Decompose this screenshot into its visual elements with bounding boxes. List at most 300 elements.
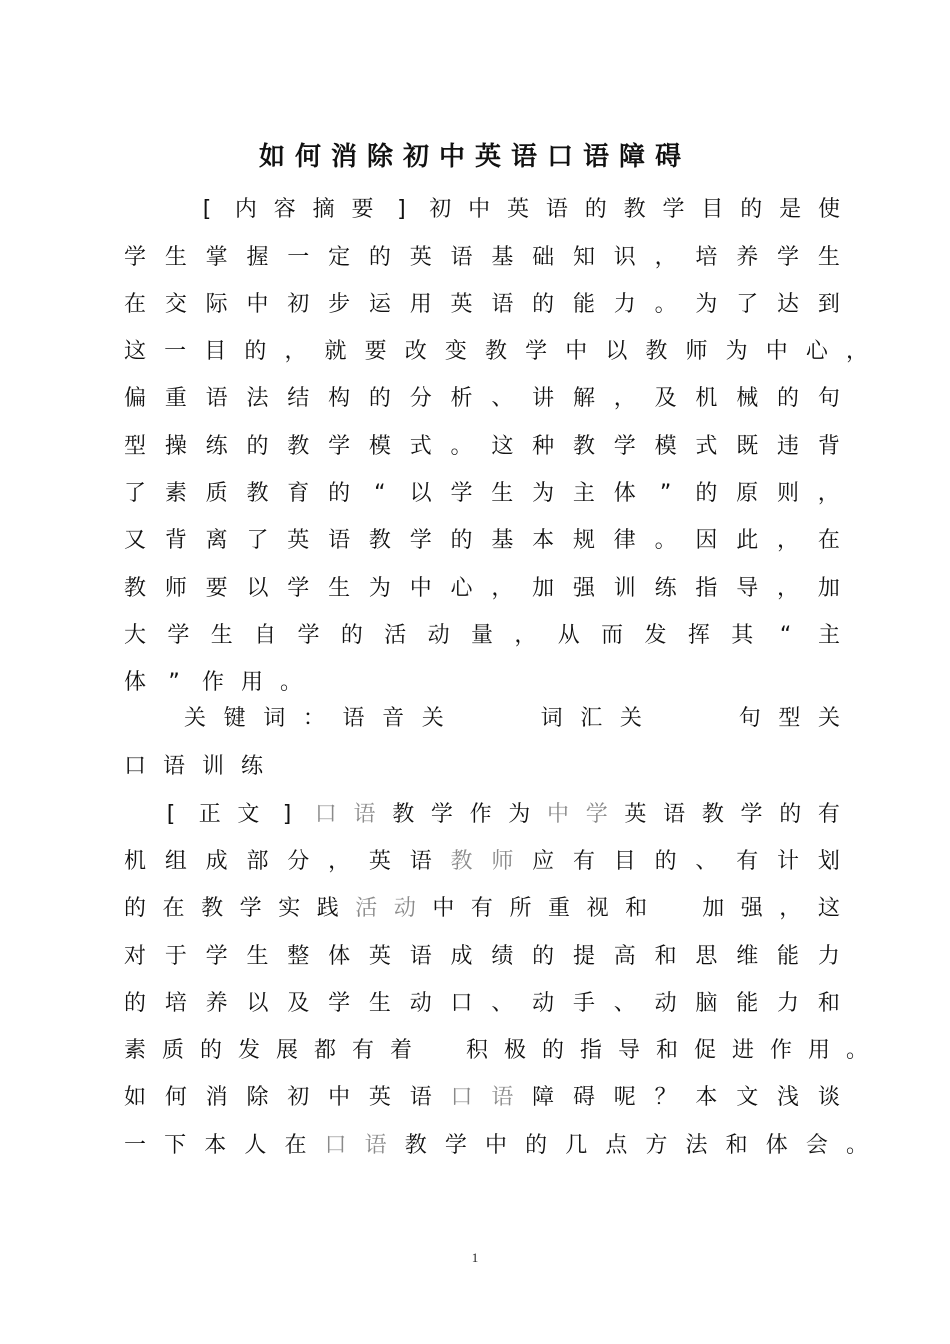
body-line <box>124 844 840 880</box>
glyph: 。 <box>450 434 473 459</box>
glyph: 目 <box>701 197 724 222</box>
body-line <box>124 1080 840 1116</box>
glyph: 视 <box>586 896 609 921</box>
glyph: 学 <box>297 623 320 648</box>
glyph: 生 <box>164 245 187 270</box>
glyph: 口 <box>450 1085 473 1110</box>
glyph: 定 <box>328 245 351 270</box>
body-line <box>124 476 840 512</box>
glyph: 语 <box>409 849 432 874</box>
glyph: 为 <box>368 576 391 601</box>
glyph: 体 <box>124 670 147 695</box>
glyph: 点 <box>605 1133 628 1158</box>
glyph: 中 <box>547 802 570 827</box>
glyph: 应 <box>532 849 555 874</box>
glyph: 重 <box>548 896 571 921</box>
glyph: 及 <box>287 991 310 1016</box>
glyph: 有 <box>352 1038 375 1063</box>
glyph: 和 <box>817 991 840 1016</box>
glyph: 掌 <box>205 245 228 270</box>
glyph: 法 <box>685 1133 708 1158</box>
glyph: 式 <box>695 434 718 459</box>
glyph: 着 <box>390 1038 413 1063</box>
glyph: 一 <box>287 245 310 270</box>
glyph: 中 <box>565 339 588 364</box>
glyph: 学 <box>450 481 473 506</box>
glyph <box>659 701 681 737</box>
glyph: ， <box>777 576 800 601</box>
glyph: 际 <box>205 292 228 317</box>
glyph: 达 <box>777 292 800 317</box>
glyph: 计 <box>777 849 800 874</box>
glyph: “ <box>374 481 386 506</box>
glyph: 识 <box>613 245 636 270</box>
glyph: 为 <box>532 481 555 506</box>
glyph: 机 <box>124 849 147 874</box>
glyph: 组 <box>164 849 187 874</box>
glyph: 手 <box>572 991 595 1016</box>
glyph: 的 <box>541 1038 564 1063</box>
body-line <box>124 381 840 417</box>
glyph: 的 <box>777 386 800 411</box>
document-title: 如何消除初中英语口语障碍 <box>258 142 691 172</box>
body-line <box>124 523 840 559</box>
glyph: 碍 <box>572 1085 595 1110</box>
glyph: 高 <box>613 944 636 969</box>
glyph: 语 <box>364 1133 387 1158</box>
glyph: 能 <box>572 292 595 317</box>
glyph: 法 <box>246 386 269 411</box>
glyph: 口 <box>124 754 147 779</box>
glyph: 有 <box>572 849 595 874</box>
glyph: 导 <box>736 576 759 601</box>
glyph: 实 <box>278 896 301 921</box>
glyph: 体 <box>765 1133 788 1158</box>
glyph: 除 <box>246 1085 269 1110</box>
glyph: 型 <box>778 706 801 731</box>
glyph: 析 <box>450 386 473 411</box>
glyph: 律 <box>613 528 636 553</box>
glyph: 基 <box>491 245 514 270</box>
keywords-line <box>184 701 840 737</box>
glyph: 用 <box>241 670 264 695</box>
glyph: “ <box>779 623 792 648</box>
glyph: 挥 <box>687 623 710 648</box>
glyph: 素 <box>164 481 187 506</box>
glyph: 中 <box>484 1133 507 1158</box>
glyph: 消 <box>205 1085 228 1110</box>
glyph: 型 <box>124 434 147 459</box>
glyph: 生 <box>817 245 840 270</box>
glyph: 英 <box>450 292 473 317</box>
glyph: 词 <box>540 706 563 731</box>
glyph: 改 <box>404 339 427 364</box>
glyph: 英 <box>368 1085 391 1110</box>
glyph: 音 <box>382 706 405 731</box>
glyph: 背 <box>817 434 840 459</box>
glyph: 主 <box>817 623 840 648</box>
glyph: 在 <box>284 1133 307 1158</box>
glyph: 。 <box>654 528 677 553</box>
glyph: 强 <box>572 576 595 601</box>
glyph: 生 <box>368 991 391 1016</box>
glyph: 语 <box>163 754 186 779</box>
glyph: 生 <box>328 576 351 601</box>
glyph: 内 <box>234 197 257 222</box>
glyph: 动 <box>409 991 432 1016</box>
glyph: 活 <box>355 896 378 921</box>
glyph: 句 <box>738 706 761 731</box>
glyph: 体 <box>613 481 636 506</box>
glyph: 学 <box>613 434 636 459</box>
glyph: 摘 <box>312 197 335 222</box>
glyph: 关 <box>184 706 207 731</box>
glyph: 学 <box>585 802 608 827</box>
glyph: ？ <box>654 1085 677 1110</box>
glyph: [ <box>166 802 176 827</box>
glyph: 方 <box>645 1133 668 1158</box>
glyph: 教 <box>701 802 724 827</box>
glyph: 脑 <box>695 991 718 1016</box>
glyph: 学 <box>239 896 262 921</box>
glyph: 构 <box>328 386 351 411</box>
glyph: 学 <box>167 623 190 648</box>
glyph: 背 <box>164 528 187 553</box>
glyph: 因 <box>695 528 718 553</box>
glyph: 教 <box>287 434 310 459</box>
glyph: 为 <box>725 339 748 364</box>
glyph: 质 <box>162 1038 185 1063</box>
glyph: 浅 <box>777 1085 800 1110</box>
glyph: 学 <box>205 944 228 969</box>
glyph: 语 <box>491 1085 514 1110</box>
glyph: 体 <box>328 944 351 969</box>
glyph: 语 <box>342 706 365 731</box>
glyph: 和 <box>654 944 677 969</box>
glyph: 语 <box>545 197 568 222</box>
glyph: 师 <box>164 576 187 601</box>
glyph: 从 <box>557 623 580 648</box>
glyph: 初 <box>287 292 310 317</box>
glyph: ， <box>284 339 307 364</box>
glyph: 了 <box>736 292 759 317</box>
glyph: 心 <box>805 339 828 364</box>
glyph: 学 <box>124 245 147 270</box>
glyph: 自 <box>254 623 277 648</box>
glyph: 使 <box>817 197 840 222</box>
glyph: 师 <box>491 849 514 874</box>
glyph: 口 <box>314 802 337 827</box>
glyph: 和 <box>725 1133 748 1158</box>
glyph: 用 <box>807 1038 830 1063</box>
glyph: 加 <box>532 576 555 601</box>
glyph: 的 <box>654 849 677 874</box>
glyph: 用 <box>409 292 432 317</box>
glyph: 教 <box>368 528 391 553</box>
glyph: 这 <box>491 434 514 459</box>
glyph: 讲 <box>532 386 555 411</box>
glyph: 部 <box>246 849 269 874</box>
glyph: 作 <box>769 1038 792 1063</box>
glyph: 都 <box>314 1038 337 1063</box>
glyph: 、 <box>695 849 718 874</box>
glyph: 会 <box>805 1133 828 1158</box>
glyph: 所 <box>509 896 532 921</box>
glyph: 和 <box>625 896 648 921</box>
glyph: 到 <box>817 292 840 317</box>
glyph: ] <box>397 197 406 222</box>
glyph: 关 <box>817 706 840 731</box>
glyph: 绩 <box>491 944 514 969</box>
glyph: 教 <box>484 339 507 364</box>
glyph: 呢 <box>613 1085 636 1110</box>
glyph: 培 <box>695 245 718 270</box>
glyph: 于 <box>164 944 187 969</box>
glyph: ” <box>659 481 672 506</box>
body-line <box>124 334 868 370</box>
glyph: 能 <box>736 991 759 1016</box>
glyph: 语 <box>663 802 686 827</box>
glyph: 生 <box>491 481 514 506</box>
glyph: 大 <box>124 623 147 648</box>
glyph: [ <box>202 197 212 222</box>
glyph: 学 <box>740 802 763 827</box>
glyph: 的 <box>695 481 718 506</box>
glyph: 成 <box>205 849 228 874</box>
glyph: 、 <box>491 386 514 411</box>
glyph: 。 <box>280 670 303 695</box>
glyph: 作 <box>469 802 492 827</box>
glyph: 英 <box>368 944 391 969</box>
glyph: 要 <box>205 576 228 601</box>
glyph: 动 <box>654 991 677 1016</box>
glyph: 要 <box>351 197 374 222</box>
glyph: 模 <box>368 434 391 459</box>
glyph: 育 <box>287 481 310 506</box>
glyph: 初 <box>287 1085 310 1110</box>
glyph: 教 <box>572 434 595 459</box>
glyph: ， <box>328 849 351 874</box>
glyph: 维 <box>736 944 759 969</box>
glyph: 这 <box>817 896 840 921</box>
glyph: 语 <box>491 292 514 317</box>
glyph: 教 <box>645 339 668 364</box>
glyph: ， <box>845 339 868 364</box>
body-line <box>124 429 840 465</box>
glyph: ， <box>613 386 636 411</box>
glyph: 中 <box>468 197 491 222</box>
glyph: 积 <box>465 1038 488 1063</box>
glyph: 学 <box>409 528 432 553</box>
glyph: 促 <box>693 1038 716 1063</box>
glyph: 正 <box>198 802 221 827</box>
glyph: 的 <box>450 528 473 553</box>
glyph <box>699 701 721 737</box>
glyph: 力 <box>613 292 636 317</box>
glyph: 键 <box>223 706 246 731</box>
glyph: 人 <box>244 1133 267 1158</box>
keywords-line-continued <box>124 749 840 785</box>
glyph: 、 <box>491 991 514 1016</box>
glyph: 加 <box>702 896 725 921</box>
glyph <box>501 701 523 737</box>
glyph: 以 <box>409 481 432 506</box>
glyph: 目 <box>204 339 227 364</box>
glyph: 语 <box>450 245 473 270</box>
glyph: 英 <box>368 849 391 874</box>
glyph: 汇 <box>580 706 603 731</box>
glyph: 练 <box>205 434 228 459</box>
glyph: 训 <box>202 754 225 779</box>
glyph: 教 <box>124 576 147 601</box>
glyph: 学 <box>328 434 351 459</box>
body-line <box>124 986 840 1022</box>
glyph: 质 <box>205 481 228 506</box>
glyph: 语 <box>353 802 376 827</box>
glyph: ” <box>168 670 180 695</box>
glyph <box>461 701 483 737</box>
glyph: 学 <box>525 339 548 364</box>
glyph: 分 <box>409 386 432 411</box>
glyph: 的 <box>532 292 555 317</box>
glyph: 极 <box>503 1038 526 1063</box>
glyph: 进 <box>731 1038 754 1063</box>
glyph: 教 <box>246 481 269 506</box>
glyph: 文 <box>237 802 260 827</box>
glyph: 口 <box>324 1133 347 1158</box>
glyph: 的 <box>124 991 147 1016</box>
glyph: 何 <box>164 1085 187 1110</box>
glyph: 教 <box>623 197 646 222</box>
glyph: 在 <box>124 292 147 317</box>
glyph: 结 <box>287 386 310 411</box>
glyph: 句 <box>817 386 840 411</box>
glyph: 教 <box>392 802 415 827</box>
glyph: 心 <box>450 576 473 601</box>
glyph: 既 <box>736 434 759 459</box>
glyph: 交 <box>164 292 187 317</box>
body-line <box>124 1033 868 1069</box>
glyph: 一 <box>124 1133 147 1158</box>
glyph: 划 <box>817 849 840 874</box>
glyph: 本 <box>532 528 555 553</box>
body-line <box>160 797 840 833</box>
glyph: 英 <box>287 528 310 553</box>
glyph: 的 <box>200 1038 223 1063</box>
glyph: 就 <box>324 339 347 364</box>
glyph: 语 <box>409 1085 432 1110</box>
glyph: 对 <box>124 944 147 969</box>
glyph: 本 <box>204 1133 227 1158</box>
glyph: 教 <box>404 1133 427 1158</box>
glyph: 初 <box>429 197 452 222</box>
glyph: 学 <box>430 802 453 827</box>
glyph: 则 <box>776 481 799 506</box>
glyph: 了 <box>124 481 147 506</box>
glyph: 违 <box>777 434 800 459</box>
glyph: 运 <box>368 292 391 317</box>
glyph: 。 <box>845 1133 868 1158</box>
glyph: 的 <box>368 386 391 411</box>
glyph: 为 <box>508 802 531 827</box>
glyph: 握 <box>246 245 269 270</box>
glyph: 变 <box>444 339 467 364</box>
glyph: 解 <box>572 386 595 411</box>
glyph: 词 <box>263 706 286 731</box>
glyph: 践 <box>316 896 339 921</box>
glyph: 培 <box>164 991 187 1016</box>
glyph <box>664 891 686 927</box>
body-line <box>124 939 840 975</box>
glyph: 关 <box>619 706 642 731</box>
glyph: 主 <box>572 481 595 506</box>
glyph: ， <box>777 528 800 553</box>
glyph: 下 <box>164 1133 187 1158</box>
glyph: 中 <box>765 339 788 364</box>
glyph: 重 <box>164 386 187 411</box>
glyph: 口 <box>450 991 473 1016</box>
glyph: 的 <box>340 623 363 648</box>
glyph: 展 <box>276 1038 299 1063</box>
glyph: 中 <box>246 292 269 317</box>
glyph: 而 <box>601 623 624 648</box>
glyph: 的 <box>740 197 763 222</box>
glyph: 谈 <box>817 1085 840 1110</box>
glyph: 了 <box>246 528 269 553</box>
glyph: 以 <box>246 991 269 1016</box>
glyph: 式 <box>409 434 432 459</box>
glyph: 学 <box>328 991 351 1016</box>
glyph: 生 <box>246 944 269 969</box>
body-line <box>196 192 840 228</box>
glyph: 中 <box>328 1085 351 1110</box>
glyph: 发 <box>238 1038 261 1063</box>
glyph: ， <box>817 481 840 506</box>
glyph: 如 <box>124 1085 147 1110</box>
glyph: 量 <box>471 623 494 648</box>
glyph: 动 <box>427 623 450 648</box>
glyph: 的 <box>779 802 802 827</box>
glyph: 养 <box>736 245 759 270</box>
glyph: 语 <box>328 528 351 553</box>
glyph: 。 <box>845 1038 868 1063</box>
body-line <box>124 891 840 927</box>
glyph: 以 <box>605 339 628 364</box>
glyph: 语 <box>205 386 228 411</box>
glyph: 生 <box>210 623 233 648</box>
glyph: 成 <box>450 944 473 969</box>
glyph: ， <box>491 576 514 601</box>
glyph: 有 <box>470 896 493 921</box>
glyph: 的 <box>368 245 391 270</box>
glyph: 强 <box>740 896 763 921</box>
glyph: 英 <box>409 245 432 270</box>
glyph: 基 <box>491 528 514 553</box>
glyph: 一 <box>164 339 187 364</box>
body-line <box>124 618 840 654</box>
glyph: ： <box>302 706 325 731</box>
glyph: 的 <box>124 896 147 921</box>
glyph: 为 <box>695 292 718 317</box>
glyph: 发 <box>644 623 667 648</box>
glyph: 教 <box>201 896 224 921</box>
glyph: 练 <box>654 576 677 601</box>
glyph: ， <box>779 896 802 921</box>
glyph: 几 <box>565 1133 588 1158</box>
glyph: 学 <box>662 197 685 222</box>
glyph: 师 <box>685 339 708 364</box>
glyph: 作 <box>202 670 225 695</box>
